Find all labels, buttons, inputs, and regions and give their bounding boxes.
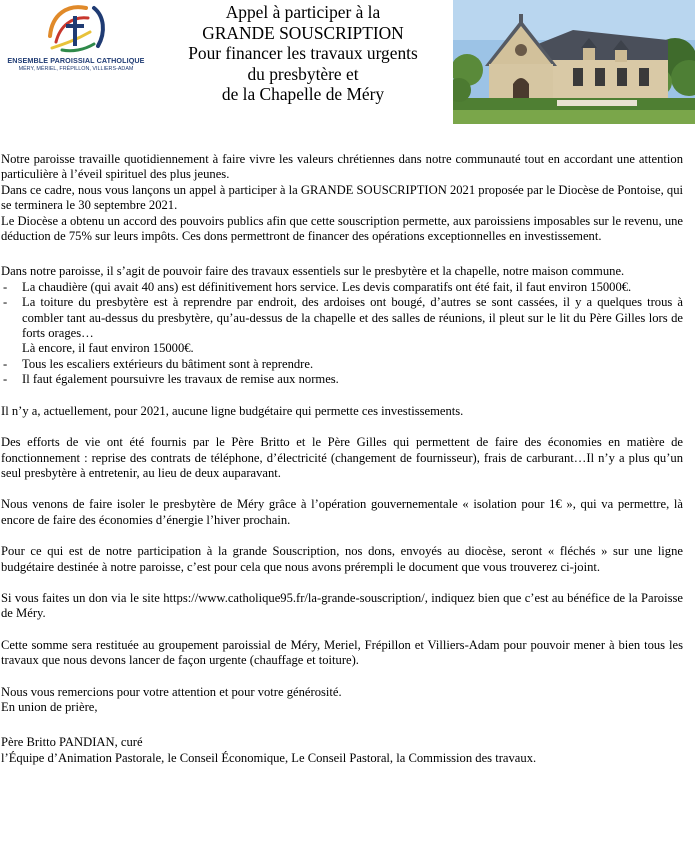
team-line: l’Équipe d’Animation Pastorale, le Conseil Économique, Le Conseil Pastoral, la Commission des travaux. — [1, 750, 537, 765]
letter-body — [1, 152, 683, 766]
title-line: de la Chapelle de Méry — [221, 84, 385, 104]
body-paragraph: Des efforts de vie ont été fournis par le Père Britto et le Père Gilles qui permettent de faire des économies en matière de fonctionnement : reprise des contrats de téléphone, d’électricité (changement de fournisseur), frais de carburant…Il n’y a plus qu’un seul presbytère à entretenir, au lieu de deux auparavant. — [1, 435, 683, 480]
list-item: - Tous les escaliers extérieurs du bâtiment sont à reprendre. — [3, 356, 314, 371]
thanks-line: Nous vous remercions pour votre attention et pour votre générosité. — [1, 684, 342, 699]
intro-paragraph: Le Diocèse a obtenu un accord des pouvoirs publics afin que cette souscription permette, aux paroissiens imposables sur le revenu, une déduction de 75% sur leurs impôts. Ces dons permettront de financer des opérations exceptionnelles en investissement. — [1, 213, 683, 244]
chapel-photo — [453, 0, 695, 124]
letter-header — [0, 0, 695, 130]
list-item: - La toiture du presbytère est à reprendre par endroit, des ardoises ont bougé, d’autres se sont cassées, il y a quelques trous à combler tant au-dessus du presbytère, qu’au-dessus de la chapelle et des salles de réunions, il pleut sur le lit du Père Gilles lors de forts orages… Là encore, il faut environ 15000€. — [3, 295, 683, 356]
parish-towns: MÉRY, MÉRIEL, FRÉPILLON, VILLIERS-ADAM — [18, 66, 134, 72]
title-line: Pour financer les travaux urgents — [188, 43, 418, 63]
body-paragraph: Il n’y a, actuellement, pour 2021, aucune ligne budgétaire qui permette ces investissements. — [1, 403, 464, 418]
title-line: du presbytère et — [247, 63, 359, 84]
signature: Père Britto PANDIAN, curé — [1, 735, 143, 750]
body-paragraph: Si vous faites un don via le site https://www.catholique95.fr/la-grande-souscription/, indiquez bien que c’est au bénéfice de la Paroisse de Méry. — [1, 590, 683, 621]
title-line: GRANDE SOUSCRIPTION — [202, 22, 404, 43]
works-list — [1, 280, 683, 388]
works-intro: Dans notre paroisse, il s’agit de pouvoir faire des travaux essentiels sur le presbytère et la chapelle, notre maison commune. — [1, 264, 625, 279]
parish-name: ENSEMBLE PAROISSIAL CATHOLIQUE — [7, 56, 145, 65]
intro-paragraph: Notre paroisse travaille quotidiennement à faire vivre les valeurs chrétiennes dans notre communauté tout en accordant une attention particulière à l’éveil spirituel des plus jeunes. — [1, 152, 683, 182]
title-line: Appel à participer à la — [225, 2, 381, 22]
cross-logo-icon — [42, 2, 112, 54]
body-paragraph: Cette somme sera restituée au groupement paroissial de Méry, Meriel, Frépillon et Villiers-Adam pour pouvoir mener à bien tous les travaux que nous devons lancer de façon urgente (chauffage et toiture). — [1, 637, 683, 668]
body-paragraph: Nous venons de faire isoler le presbytère de Méry grâce à l’opération gouvernementale « isolation pour 1€ », qui va permettre, là encore de faire des économies d’énergie l’hiver prochain. — [1, 497, 683, 527]
closing-line: En union de prière, — [1, 699, 98, 714]
intro-paragraph: Dans ce cadre, nous vous lançons un appel à participer à la GRANDE SOUSCRIPTION 2021 proposée par le Diocèse de Pontoise, qui se terminera le 30 septembre 2021. — [1, 182, 683, 213]
letter-title — [158, 2, 448, 105]
list-item: - La chaudière (qui avait 40 ans) est définitivement hors service. Les devis comparatifs ont été fait, il faut environ 15000€. — [3, 279, 632, 294]
list-item: - Il faut également poursuivre les travaux de remise aux normes. — [3, 372, 339, 387]
parish-logo — [2, 2, 150, 78]
body-paragraph: Pour ce qui est de notre participation à la grande Souscription, nos dons, envoyés au diocèse, seront « fléchés » sur une ligne budgétaire destinée à notre paroisse, c’est pour cela que nous avons prérempli le document que vous trouverez ci-joint. — [1, 544, 683, 574]
